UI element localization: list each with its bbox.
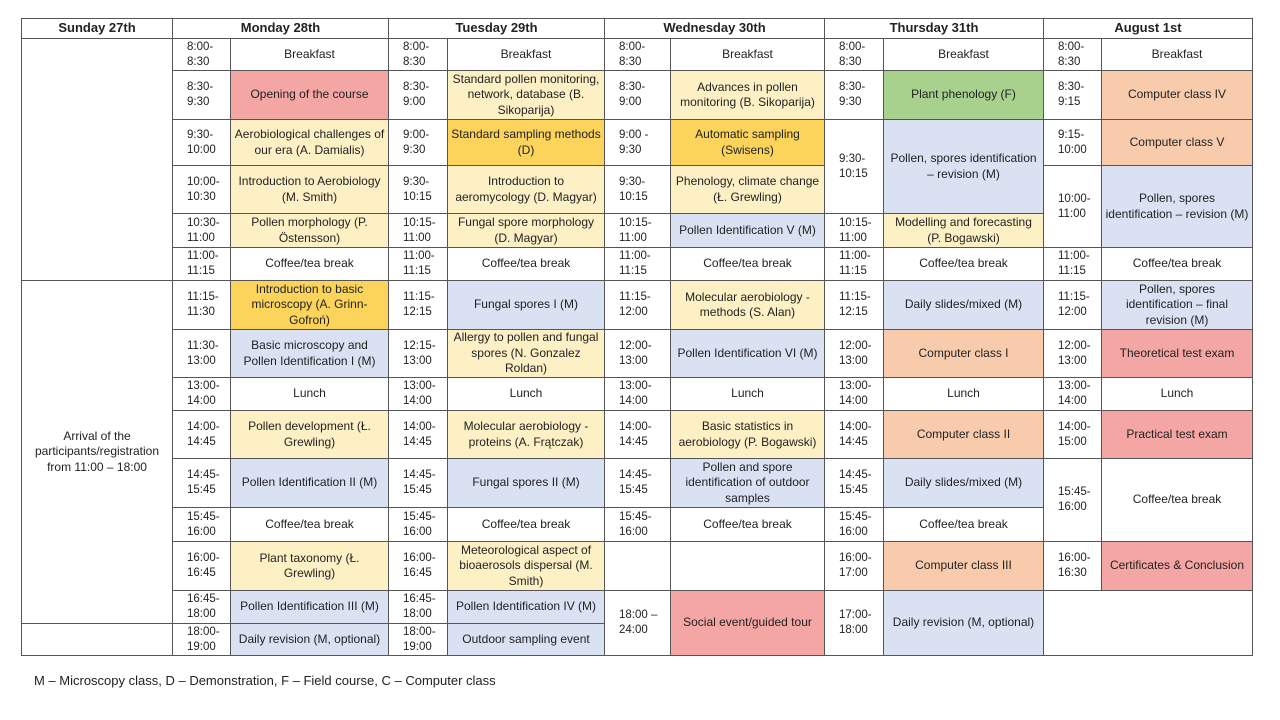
tuesday-time: 16:00-16:45: [388, 541, 448, 591]
header-tuesday: Tuesday 29th: [388, 18, 605, 39]
august-time: 9:15-10:00: [1043, 119, 1102, 166]
august-event: Breakfast: [1101, 38, 1253, 71]
monday-time: 8:00-8:30: [172, 38, 231, 71]
thursday-event: Daily slides/mixed (M): [883, 458, 1044, 508]
tuesday-time: 12:15-13:00: [388, 329, 448, 378]
thursday-time: 9:30-10:15: [824, 119, 884, 214]
august-time: 12:00-13:00: [1043, 329, 1102, 378]
tuesday-time: 11:00-11:15: [388, 247, 448, 281]
header-sunday: Sunday 27th: [21, 18, 173, 39]
thursday-time: 13:00-14:00: [824, 377, 884, 411]
tuesday-event: Introduction to aeromycology (D. Magyar): [447, 165, 605, 214]
wednesday-event: Advances in pollen monitoring (B. Sikoparija): [670, 70, 825, 120]
thursday-time: 16:00-17:00: [824, 541, 884, 591]
monday-event: Pollen Identification III (M): [230, 590, 389, 624]
thursday-time: 14:00-14:45: [824, 410, 884, 459]
august-event: Lunch: [1101, 377, 1253, 411]
thursday-time: 17:00-18:00: [824, 590, 884, 656]
monday-time: 10:00-10:30: [172, 165, 231, 214]
wednesday-time: 14:00-14:45: [604, 410, 671, 459]
wednesday-event: Breakfast: [670, 38, 825, 71]
august-event: Practical test exam: [1101, 410, 1253, 459]
schedule-table: [21, 18, 1253, 656]
wednesday-time: 13:00-14:00: [604, 377, 671, 411]
wednesday-time: 18:00 – 24:00: [604, 590, 671, 656]
thursday-event: Coffee/tea break: [883, 507, 1044, 542]
thursday-time: 14:45-15:45: [824, 458, 884, 508]
wednesday-time-empty: [604, 541, 671, 591]
wednesday-event: Social event/guided tour: [670, 590, 825, 656]
august-time: 8:00-8:30: [1043, 38, 1102, 71]
august-event: Computer class IV: [1101, 70, 1253, 120]
wednesday-time: 10:15-11:00: [604, 213, 671, 248]
august-time: 11:00-11:15: [1043, 247, 1102, 281]
tuesday-event: Fungal spores II (M): [447, 458, 605, 508]
monday-event: Introduction to Aerobiology (M. Smith): [230, 165, 389, 214]
tuesday-time: 13:00-14:00: [388, 377, 448, 411]
tuesday-time: 14:45-15:45: [388, 458, 448, 508]
thursday-time: 15:45-16:00: [824, 507, 884, 542]
monday-event: Basic microscopy and Pollen Identification I (M): [230, 329, 389, 378]
monday-event: Pollen development (Ł. Grewling): [230, 410, 389, 459]
august-event: Pollen, spores identification – final revision (M): [1101, 280, 1253, 330]
august-time: 8:30-9:15: [1043, 70, 1102, 120]
wednesday-event: Coffee/tea break: [670, 247, 825, 281]
monday-time: 16:00-16:45: [172, 541, 231, 591]
wednesday-time: 15:45-16:00: [604, 507, 671, 542]
monday-time: 10:30-11:00: [172, 213, 231, 248]
monday-time: 11:30-13:00: [172, 329, 231, 378]
thursday-event: Lunch: [883, 377, 1044, 411]
august-event: Computer class V: [1101, 119, 1253, 166]
wednesday-time: 8:00-8:30: [604, 38, 671, 71]
tuesday-event: Outdoor sampling event: [447, 623, 605, 656]
tuesday-time: 15:45-16:00: [388, 507, 448, 542]
wednesday-event: Phenology, climate change (Ł. Grewling): [670, 165, 825, 214]
thursday-event: Computer class II: [883, 410, 1044, 459]
tuesday-event: Lunch: [447, 377, 605, 411]
thursday-time: 8:30-9:30: [824, 70, 884, 120]
wednesday-event: Lunch: [670, 377, 825, 411]
monday-event: Coffee/tea break: [230, 247, 389, 281]
sunday-arrival: Arrival of the participants/registration from 11:00 – 18:00: [21, 280, 173, 624]
monday-event: Introduction to basic microscopy (A. Grinn-Gofroń): [230, 280, 389, 330]
thursday-event: Daily slides/mixed (M): [883, 280, 1044, 330]
tuesday-event: Fungal spore morphology (D. Magyar): [447, 213, 605, 248]
tuesday-event: Molecular aerobiology - proteins (A. Frątczak): [447, 410, 605, 459]
august-event: Certificates & Conclusion: [1101, 541, 1253, 591]
thursday-event: Computer class III: [883, 541, 1044, 591]
thursday-time: 10:15-11:00: [824, 213, 884, 248]
monday-event: Breakfast: [230, 38, 389, 71]
tuesday-event: Standard pollen monitoring, network, database (B. Sikoparija): [447, 70, 605, 120]
sunday-empty-morning: [21, 38, 173, 281]
sunday-empty-evening: [21, 623, 173, 656]
thursday-event: Computer class I: [883, 329, 1044, 378]
tuesday-time: 11:15-12:15: [388, 280, 448, 330]
legend-text: M – Microscopy class, D – Demonstration, F – Field course, C – Computer class: [34, 673, 496, 688]
august-time: 16:00-16:30: [1043, 541, 1102, 591]
tuesday-time: 16:45-18:00: [388, 590, 448, 624]
august-event: Theoretical test exam: [1101, 329, 1253, 378]
tuesday-time: 9:00-9:30: [388, 119, 448, 166]
monday-event: Plant taxonomy (Ł. Grewling): [230, 541, 389, 591]
thursday-event: Plant phenology (F): [883, 70, 1044, 120]
wednesday-time: 11:00-11:15: [604, 247, 671, 281]
wednesday-event-empty: [670, 541, 825, 591]
wednesday-time: 9:00 - 9:30: [604, 119, 671, 166]
monday-event: Pollen morphology (P. Östensson): [230, 213, 389, 248]
monday-time: 8:30-9:30: [172, 70, 231, 120]
august-time: 11:15-12:00: [1043, 280, 1102, 330]
thursday-event: Pollen, spores identification – revision (M): [883, 119, 1044, 214]
august-empty: [1043, 590, 1253, 656]
wednesday-event: Pollen Identification V (M): [670, 213, 825, 248]
thursday-time: 12:00-13:00: [824, 329, 884, 378]
tuesday-time: 18:00-19:00: [388, 623, 448, 656]
august-time: 13:00-14:00: [1043, 377, 1102, 411]
tuesday-event: Coffee/tea break: [447, 247, 605, 281]
header-august-1st: August 1st: [1043, 18, 1253, 39]
wednesday-time: 11:15-12:00: [604, 280, 671, 330]
wednesday-time: 14:45-15:45: [604, 458, 671, 508]
monday-time: 16:45-18:00: [172, 590, 231, 624]
monday-event: Lunch: [230, 377, 389, 411]
monday-time: 14:00-14:45: [172, 410, 231, 459]
august-time: 14:00-15:00: [1043, 410, 1102, 459]
august-event: Pollen, spores identification – revision (M): [1101, 165, 1253, 248]
august-time: 15:45-16:00: [1043, 458, 1102, 542]
wednesday-event: Coffee/tea break: [670, 507, 825, 542]
monday-time: 15:45-16:00: [172, 507, 231, 542]
monday-time: 11:15-11:30: [172, 280, 231, 330]
monday-time: 11:00-11:15: [172, 247, 231, 281]
tuesday-event: Allergy to pollen and fungal spores (N. Gonzalez Roldan): [447, 329, 605, 378]
tuesday-time: 8:00-8:30: [388, 38, 448, 71]
thursday-time: 11:00-11:15: [824, 247, 884, 281]
monday-event: Opening of the course: [230, 70, 389, 120]
monday-time: 9:30-10:00: [172, 119, 231, 166]
august-time: 10:00-11:00: [1043, 165, 1102, 248]
wednesday-event: Pollen and spore identification of outdoor samples: [670, 458, 825, 508]
wednesday-event: Basic statistics in aerobiology (P. Bogawski): [670, 410, 825, 459]
thursday-time: 8:00-8:30: [824, 38, 884, 71]
tuesday-event: Meteorological aspect of bioaerosols dispersal (M. Smith): [447, 541, 605, 591]
header-wednesday: Wednesday 30th: [604, 18, 825, 39]
august-event: Coffee/tea break: [1101, 458, 1253, 542]
thursday-event: Coffee/tea break: [883, 247, 1044, 281]
monday-event: Daily revision (M, optional): [230, 623, 389, 656]
tuesday-event: Pollen Identification IV (M): [447, 590, 605, 624]
tuesday-time: 8:30-9:00: [388, 70, 448, 120]
tuesday-time: 14:00-14:45: [388, 410, 448, 459]
wednesday-event: Pollen Identification VI (M): [670, 329, 825, 378]
wednesday-event: Molecular aerobiology - methods (S. Alan): [670, 280, 825, 330]
thursday-event: Breakfast: [883, 38, 1044, 71]
wednesday-time: 8:30-9:00: [604, 70, 671, 120]
monday-time: 18:00-19:00: [172, 623, 231, 656]
monday-event: Aerobiological challenges of our era (A. Damialis): [230, 119, 389, 166]
tuesday-event: Coffee/tea break: [447, 507, 605, 542]
august-event: Coffee/tea break: [1101, 247, 1253, 281]
thursday-time: 11:15-12:15: [824, 280, 884, 330]
header-thursday: Thursday 31th: [824, 18, 1044, 39]
tuesday-event: Breakfast: [447, 38, 605, 71]
wednesday-time: 9:30-10:15: [604, 165, 671, 214]
monday-time: 14:45-15:45: [172, 458, 231, 508]
monday-event: Pollen Identification II (M): [230, 458, 389, 508]
wednesday-time: 12:00-13:00: [604, 329, 671, 378]
header-monday: Monday 28th: [172, 18, 389, 39]
wednesday-event: Automatic sampling (Swisens): [670, 119, 825, 166]
thursday-event: Daily revision (M, optional): [883, 590, 1044, 656]
thursday-event: Modelling and forecasting (P. Bogawski): [883, 213, 1044, 248]
monday-event: Coffee/tea break: [230, 507, 389, 542]
tuesday-time: 10:15-11:00: [388, 213, 448, 248]
monday-time: 13:00-14:00: [172, 377, 231, 411]
tuesday-time: 9:30-10:15: [388, 165, 448, 214]
tuesday-event: Standard sampling methods (D): [447, 119, 605, 166]
tuesday-event: Fungal spores I (M): [447, 280, 605, 330]
